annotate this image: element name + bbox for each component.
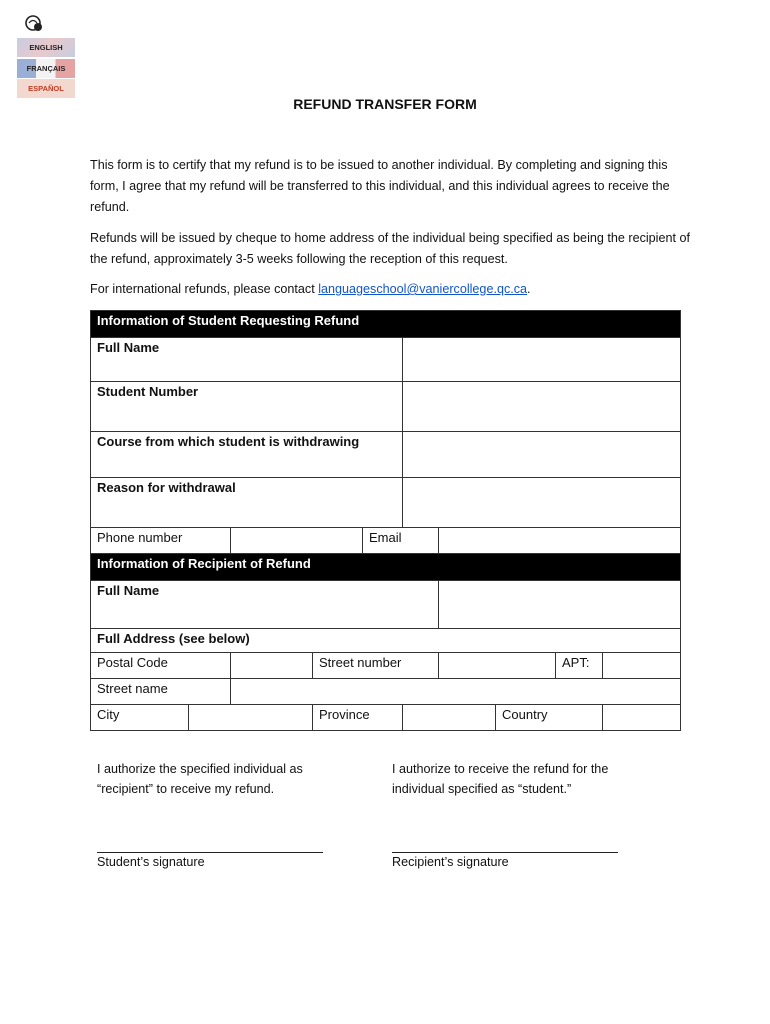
student-signature-line[interactable] <box>97 852 323 853</box>
student-signature-label: Student’s signature <box>97 855 205 869</box>
street-name-label: Street name <box>91 679 231 705</box>
international-paragraph <box>90 279 690 300</box>
country-label: Country <box>496 705 603 731</box>
street-number-field[interactable] <box>439 653 556 679</box>
country-field[interactable] <box>603 705 681 731</box>
email-field[interactable] <box>439 528 681 554</box>
page-title: REFUND TRANSFER FORM <box>293 96 477 112</box>
recipient-signature-label: Recipient’s signature <box>392 855 509 869</box>
language-espanol: ESPAÑOL <box>17 79 75 98</box>
province-field[interactable] <box>403 705 496 731</box>
student-full-name-label: Full Name <box>91 338 403 382</box>
city-label: City <box>91 705 189 731</box>
refund-form-table <box>90 310 681 731</box>
city-field[interactable] <box>189 705 313 731</box>
cheque-paragraph: Refunds will be issued by cheque to home address of the individual being specified as being the recipient of the refund, approximately 3-5 weeks following the reception of this request. <box>90 231 690 266</box>
student-number-field[interactable] <box>403 382 681 432</box>
recipient-section-header: Information of Recipient of Refund <box>91 554 681 581</box>
course-label: Course from which student is withdrawing <box>91 432 403 478</box>
contact-email-link[interactable]: languageschool@vaniercollege.qc.ca <box>318 282 528 296</box>
apt-label: APT: <box>556 653 603 679</box>
recipient-authorization-text: I authorize to receive the refund for the individual specified as “student.” <box>392 762 609 796</box>
language-francais: FRANÇAIS <box>17 59 75 78</box>
student-full-name-field[interactable] <box>403 338 681 382</box>
reason-field[interactable] <box>403 478 681 528</box>
intro-paragraph: This form is to certify that my refund is to be issued to another individual. By completing and signing this form, I agree that my refund will be transferred to this individual, and this individual agrees to receive the refund. <box>90 158 670 214</box>
postal-code-label: Postal Code <box>91 653 231 679</box>
street-name-field[interactable] <box>231 679 681 705</box>
phone-label: Phone number <box>91 528 231 554</box>
postal-code-field[interactable] <box>231 653 313 679</box>
apt-field[interactable] <box>603 653 681 679</box>
street-number-label: Street number <box>313 653 439 679</box>
province-label: Province <box>313 705 403 731</box>
international-prefix: For international refunds, please contact <box>90 282 319 296</box>
international-suffix: . <box>527 282 531 296</box>
speaking-head-icon <box>24 14 44 34</box>
recipient-full-name-field[interactable] <box>439 581 681 629</box>
recipient-full-name-label: Full Name <box>91 581 439 629</box>
full-address-label: Full Address (see below) <box>91 629 681 653</box>
student-section-header: Information of Student Requesting Refund <box>91 311 681 338</box>
language-logo <box>17 14 75 100</box>
phone-field[interactable] <box>231 528 363 554</box>
reason-label: Reason for withdrawal <box>91 478 403 528</box>
course-field[interactable] <box>403 432 681 478</box>
language-english: ENGLISH <box>17 38 75 57</box>
recipient-signature-line[interactable] <box>392 852 618 853</box>
student-number-label: Student Number <box>91 382 403 432</box>
email-label: Email <box>363 528 439 554</box>
student-authorization-text: I authorize the specified individual as “recipient” to receive my refund. <box>97 762 303 796</box>
